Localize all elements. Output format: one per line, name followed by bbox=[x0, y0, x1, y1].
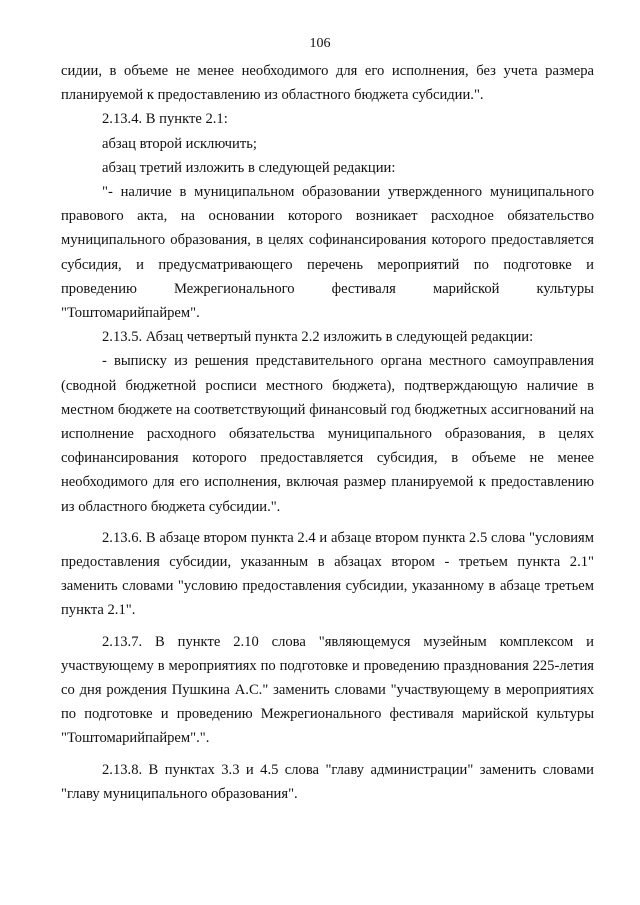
paragraph-2-13-6: 2.13.6. В абзаце втором пункта 2.4 и абзаце втором пункта 2.5 слова "условиям предоставления субсидии, указанным в абзацах втором - третьем пункта 2.1" заменить словами "условию предоставления субсидии, указанному в абзаце третьем пункта 2.1". bbox=[61, 529, 594, 619]
paragraph-extract: - выписку из решения представительного органа местного самоуправления (сводной бюджетной росписи местного бюджета), подтверждающую наличие в местном бюджете на соответствующий финансовый год бюджетных ассигнований на исполнение расходного обязательства муниципального образования, в целях софинансирования которого предоставляется субсидия, в объеме не менее необходимого для его исполнения, включая размер планируемой к предоставлению из областного бюджета субсидии.". bbox=[61, 353, 594, 515]
paragraph-2-13-7: 2.13.7. В пункте 2.10 слова "являющемуся музейным комплексом и участвующему в мероприятиях по подготовке и проведению празднования 225-летия со дня рождения Пушкина А.С." заменить словами "участвующему в мероприятиях по подготовке и проведению Межрегионального фестиваля марийской культуры "Тоштомарийпайрем".". bbox=[61, 633, 594, 747]
document-body bbox=[61, 59, 594, 806]
paragraph-third-edit: абзац третий изложить в следующей редакции: bbox=[102, 159, 396, 176]
paragraph-2-13-5: 2.13.5. Абзац четвертый пункта 2.2 изложить в следующей редакции: bbox=[102, 329, 534, 346]
page-number: 106 bbox=[309, 36, 331, 51]
paragraph-remove-second: абзац второй исключить; bbox=[102, 135, 257, 152]
paragraph-continuation: сидии, в объеме не менее необходимого для его исполнения, без учета размера планируемой к предоставлению из областного бюджета субсидии.". bbox=[61, 63, 594, 104]
paragraph-new-condition: "- наличие в муниципальном образовании утвержденного муниципального правового акта, на основании которого возникает расходное обязательство муниципального образования, в целях софинансирования которого предоставляется субсидия, и предусматривающего перечень мероприятий по подготовке и проведению Межрегионального фестиваля марийской культуры "Тоштомарийпайрем". bbox=[61, 184, 594, 322]
paragraph-2-13-4: 2.13.4. В пункте 2.1: bbox=[102, 111, 228, 128]
paragraph-2-13-8: 2.13.8. В пунктах 3.3 и 4.5 слова "главу администрации" заменить словами "главу муниципального образования". bbox=[61, 761, 594, 802]
